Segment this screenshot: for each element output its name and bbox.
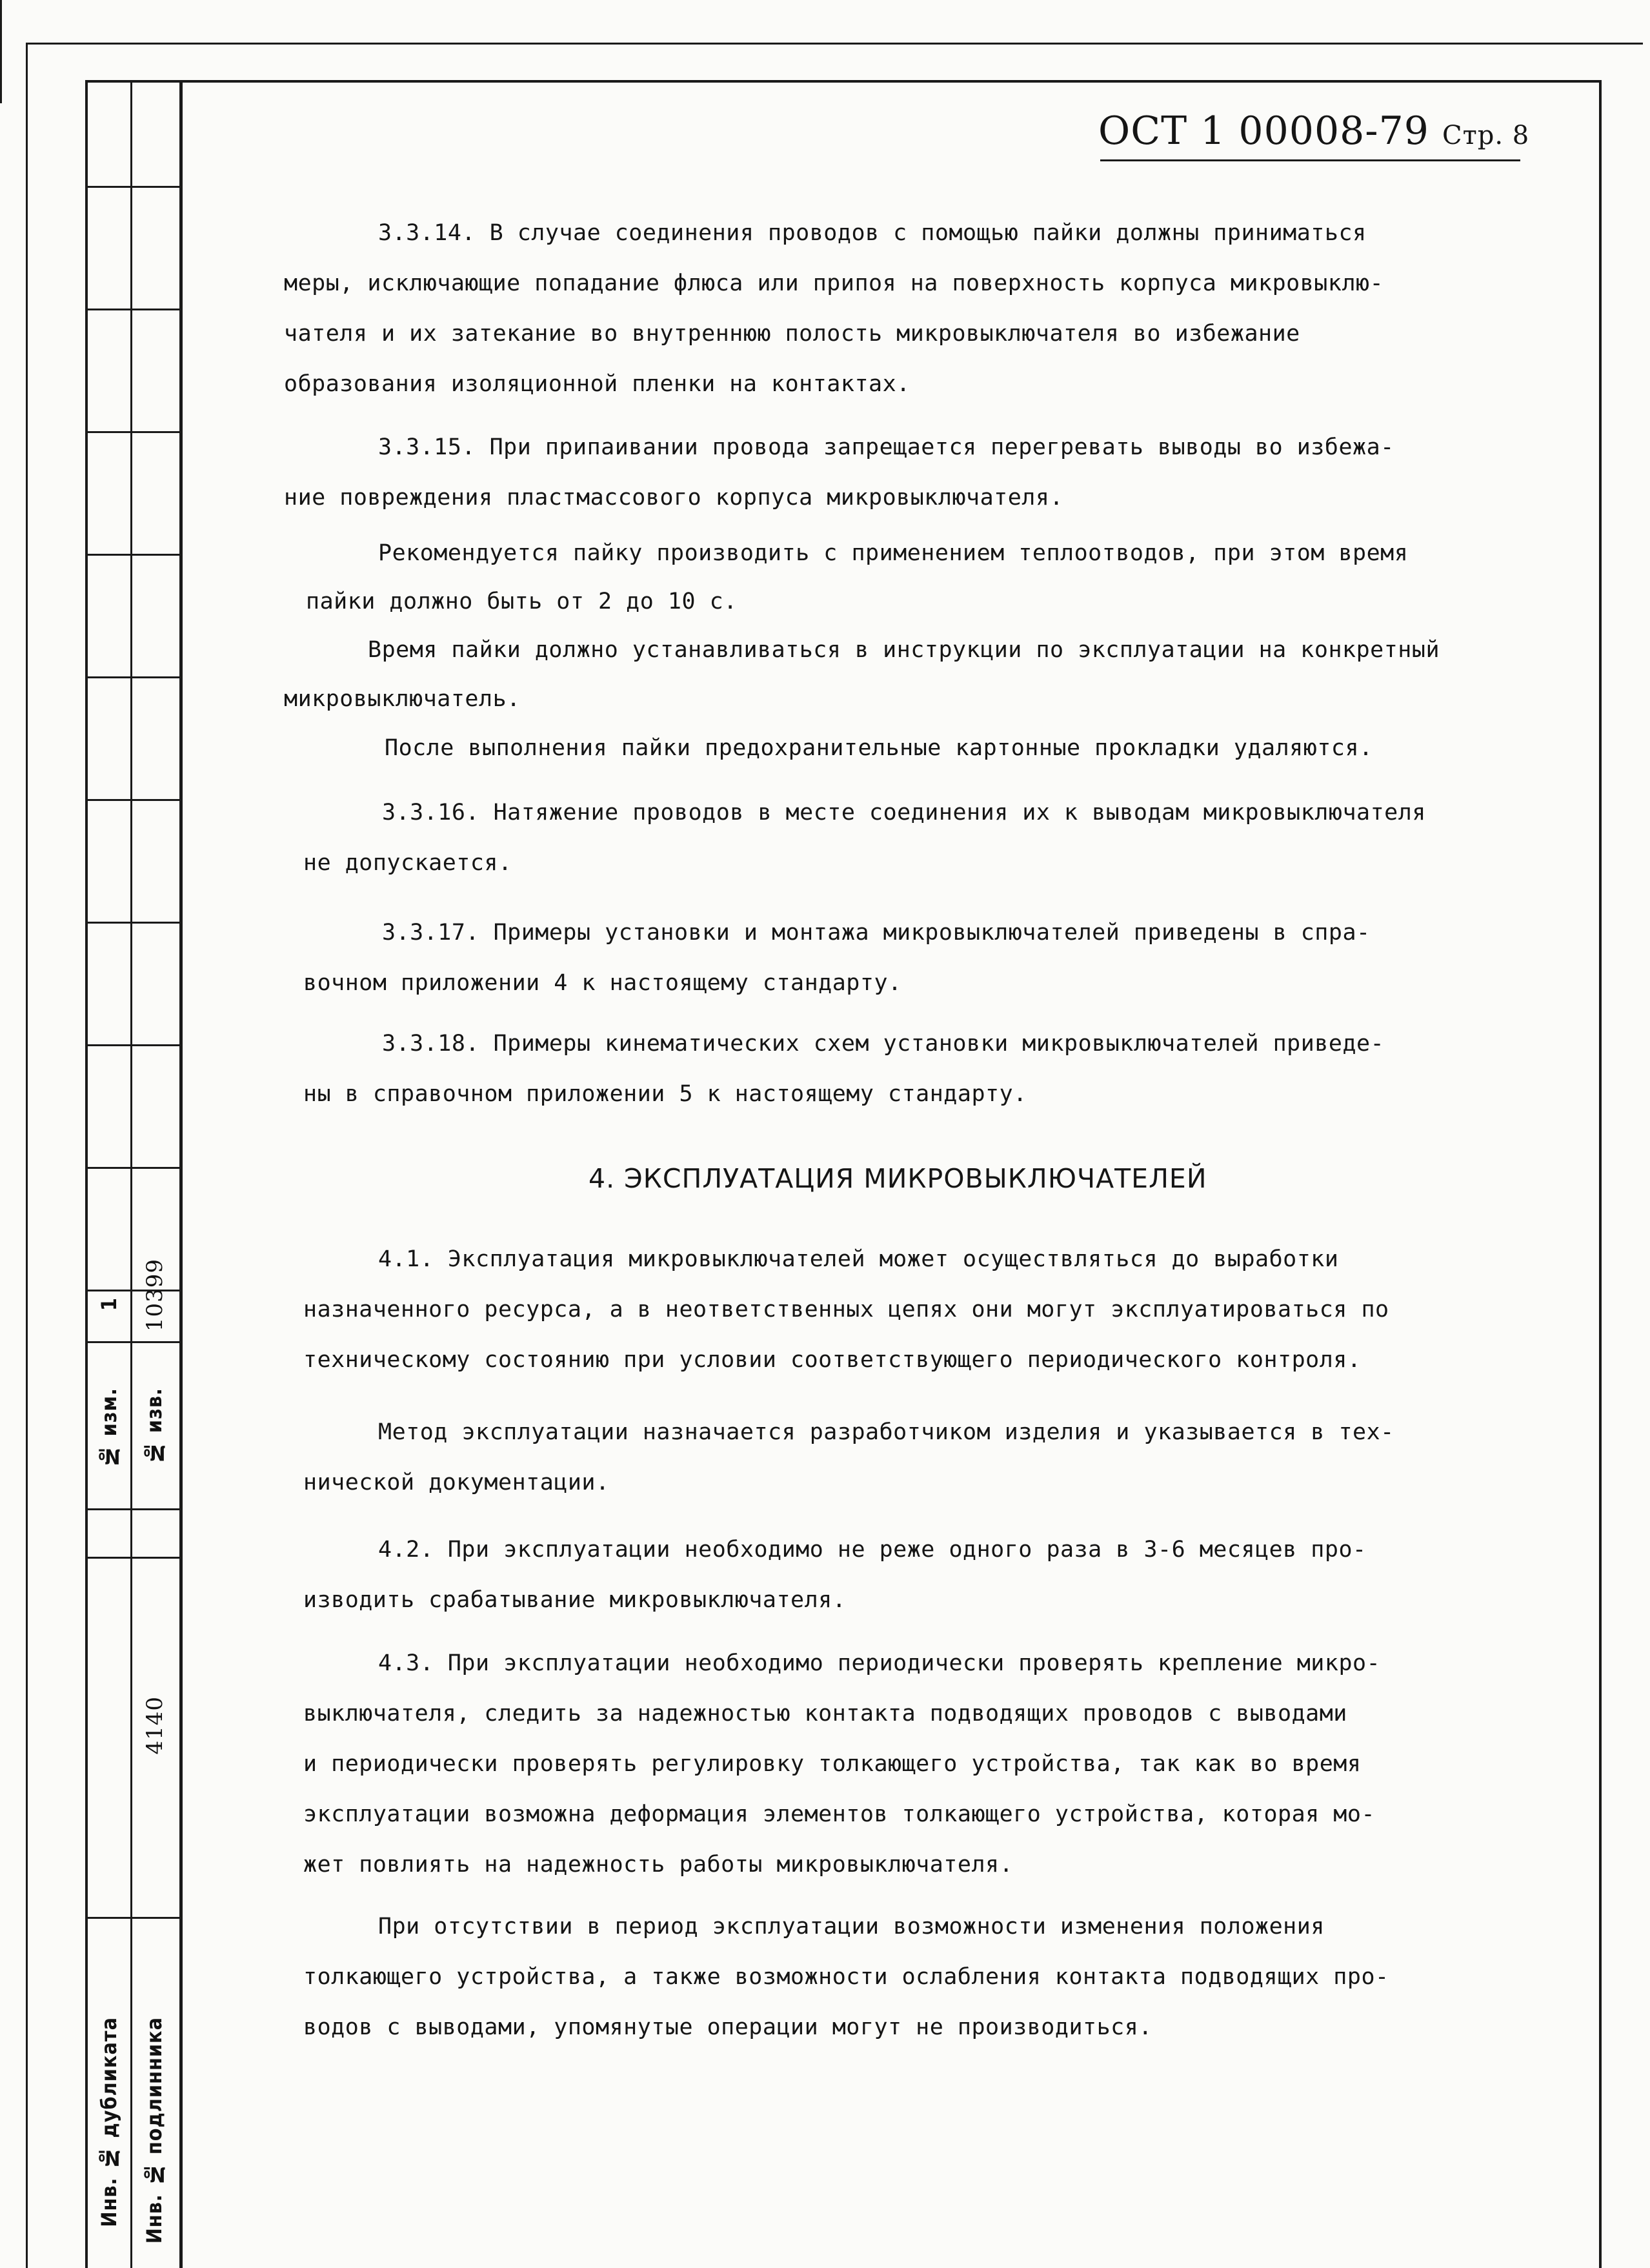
paragraph-4-3-line5: жет повлиять на надежность работы микровыключателя.	[303, 1852, 1014, 1878]
margin-row-line	[85, 1341, 181, 1343]
paragraph-4-3-line2: выключателя, следить за надежностью контакта подводящих проводов с выводами	[303, 1701, 1347, 1726]
paragraph-4-3-line4: эксплуатации возможна деформация элементов толкающего устройства, которая мо-	[303, 1801, 1376, 1827]
margin-row-line	[85, 1557, 181, 1559]
margin-row-line	[85, 799, 181, 801]
paragraph-absent-line3: водов с выводами, упомянутые операции могут не производиться.	[303, 2014, 1152, 2040]
paragraph-recommend-line1: Рекомендуется пайку производить с применением теплоотводов, при этом время	[378, 540, 1409, 566]
margin-row-line	[85, 1044, 181, 1046]
paragraph-3-3-14-line3: чателя и их затекание во внутреннюю полость микровыключателя во избежание	[284, 321, 1300, 347]
page-number: Стр. 8	[1442, 121, 1530, 150]
inv-dubl-label: Инв. № дубликата	[97, 2017, 121, 2227]
paragraph-time-line2: микровыключатель.	[284, 686, 521, 712]
margin-row-line	[85, 1917, 181, 1919]
paragraph-absent-line2: толкающего устройства, а также возможности ослабления контакта подводящих про-	[303, 1964, 1389, 1990]
paragraph-4-2-line1: 4.2. При эксплуатации необходимо не реже одного раза в 3-6 месяцев про-	[378, 1537, 1367, 1563]
paragraph-3-3-14-line2: меры, исключающие попадание флюса или припоя на поверхность корпуса микровыклю-	[284, 270, 1384, 296]
inner-frame-right	[1599, 80, 1602, 2268]
paragraph-3-3-18-line2: ны в справочном приложении 5 к настоящему стандарту.	[303, 1081, 1027, 1107]
paragraph-4-1-line3: техническому состоянию при условии соответствующего периодического контроля.	[303, 1347, 1362, 1373]
inv-podl-label: Инв. № подлинника	[142, 2017, 166, 2244]
izm-value: 1	[97, 1297, 121, 1311]
margin-row-line	[85, 1508, 181, 1510]
margin-column-divider	[130, 80, 132, 2268]
inner-frame-top	[85, 80, 1601, 83]
margin-row-line	[85, 676, 181, 678]
paragraph-4-3-line1: 4.3. При эксплуатации необходимо периодически проверять крепление микро-	[378, 1650, 1381, 1676]
page-edge-line	[0, 0, 2, 103]
paragraph-4-3-line3: и периодически проверять регулировку толкающего устройства, так как во время	[303, 1751, 1362, 1777]
paragraph-after-soldering: После выполнения пайки предохранительные картонные прокладки удаляются.	[385, 735, 1373, 761]
paragraph-3-3-16-line2: не допускается.	[303, 850, 512, 876]
paragraph-method-line1: Метод эксплуатации назначается разработчиком изделия и указывается в тех-	[378, 1419, 1394, 1445]
izv-label: № изв.	[142, 1388, 166, 1466]
paragraph-4-1-line1: 4.1. Эксплуатация микровыключателей может осуществляться до выработки	[378, 1246, 1339, 1272]
frame-top-line	[26, 43, 1643, 45]
paragraph-3-3-14-line4: образования изоляционной пленки на контактах.	[284, 371, 911, 397]
margin-row-line	[85, 309, 181, 310]
margin-row-line	[85, 431, 181, 433]
document-code: ОСТ 1 00008-79	[1098, 108, 1429, 154]
paragraph-3-3-17-line2: вочном приложении 4 к настоящему стандарту.	[303, 970, 902, 996]
inner-frame-left	[179, 80, 183, 2268]
paragraph-3-3-15-line1: 3.3.15. При припаивании провода запрещается перегревать выводы во избежа-	[378, 434, 1394, 460]
dubl-value: 4140	[142, 1696, 168, 1755]
paragraph-3-3-18-line1: 3.3.18. Примеры кинематических схем установки микровыключателей приведе-	[382, 1031, 1385, 1057]
paragraph-4-1-line2: назначенного ресурса, а в неответственных цепях они могут эксплуатироваться по	[303, 1297, 1389, 1322]
margin-row-line	[85, 1167, 181, 1169]
margin-row-line	[85, 922, 181, 924]
izm-label: № изм.	[97, 1388, 121, 1469]
section-title: 4. ЭКСПЛУАТАЦИЯ МИКРОВЫКЛЮЧАТЕЛЕЙ	[589, 1163, 1207, 1194]
margin-column-left	[85, 80, 88, 2268]
paragraph-3-3-15-line2: ние повреждения пластмассового корпуса микровыключателя.	[284, 485, 1064, 511]
paragraph-method-line2: нической документации.	[303, 1470, 610, 1495]
paragraph-recommend-line2: пайки должно быть от 2 до 10 с.	[306, 589, 738, 614]
paragraph-time-line1: Время пайки должно устанавливаться в инструкции по эксплуатации на конкретный	[368, 637, 1440, 663]
header-underline	[1100, 159, 1520, 161]
paragraph-3-3-17-line1: 3.3.17. Примеры установки и монтажа микровыключателей приведены в спра-	[382, 920, 1371, 946]
izv-value: 10399	[142, 1259, 168, 1332]
paragraph-4-2-line2: изводить срабатывание микровыключателя.	[303, 1587, 847, 1613]
paragraph-3-3-14-line1: 3.3.14. В случае соединения проводов с помощью пайки должны приниматься	[378, 220, 1367, 246]
margin-row-line	[85, 186, 181, 188]
document-code-header	[1098, 108, 1529, 154]
margin-row-line	[85, 554, 181, 556]
paragraph-3-3-16-line1: 3.3.16. Натяжение проводов в месте соединения их к выводам микровыключателя	[382, 800, 1426, 825]
paragraph-absent-line1: При отсутствии в период эксплуатации возможности изменения положения	[378, 1914, 1325, 1939]
frame-left-line	[26, 43, 28, 2268]
